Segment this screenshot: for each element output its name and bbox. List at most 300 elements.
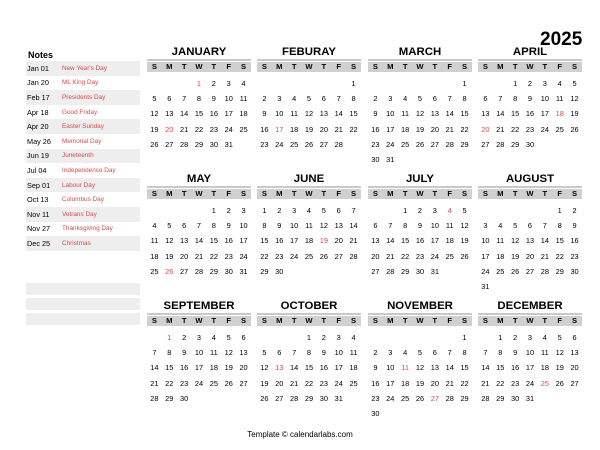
day-number: 7 <box>542 221 547 231</box>
day-grid <box>368 76 472 167</box>
day-number: 16 <box>371 124 380 134</box>
day-number: 27 <box>430 139 439 149</box>
day-number: 22 <box>460 124 469 134</box>
holiday-day: 11 <box>401 363 409 373</box>
day-number: 18 <box>401 124 410 134</box>
day-number: 24 <box>481 266 490 276</box>
weekday-label: M <box>387 62 394 71</box>
day-number: 31 <box>525 393 535 403</box>
empty-day <box>272 76 287 91</box>
empty-day <box>147 76 162 91</box>
day-number: 10 <box>334 348 343 358</box>
day-number: 1 <box>462 333 467 342</box>
empty-day <box>177 203 192 218</box>
day-number: 5 <box>306 94 312 104</box>
weekday-label: S <box>372 316 378 325</box>
empty-day <box>398 76 413 91</box>
weekday-label: T <box>432 316 438 325</box>
day-number: 12 <box>304 109 314 119</box>
day-number: 20 <box>525 251 535 261</box>
holiday-name: Easter Sunday <box>62 123 104 131</box>
day-number: 21 <box>194 251 204 261</box>
empty-day <box>147 330 162 345</box>
day-number: 1 <box>262 206 267 215</box>
day-number: 17 <box>239 236 248 246</box>
day-number: 27 <box>180 266 189 276</box>
day-number: 3 <box>527 333 533 342</box>
day-number: 3 <box>542 79 547 88</box>
day-number: 25 <box>239 124 248 134</box>
day-number: 5 <box>167 221 172 231</box>
day-number: 24 <box>540 124 549 134</box>
day-number: 1 <box>403 206 408 215</box>
empty-day <box>368 203 383 218</box>
day-number: 16 <box>525 109 535 119</box>
weekday-label: S <box>151 62 157 71</box>
weekday-label: W <box>526 316 534 325</box>
holiday-note <box>26 207 140 222</box>
day-number: 11 <box>305 221 313 231</box>
day-number: 10 <box>290 221 299 231</box>
empty-day <box>257 76 272 91</box>
day-grid <box>257 76 361 152</box>
day-number: 22 <box>555 251 564 261</box>
weekday-label: T <box>432 189 438 198</box>
weekday-label: S <box>462 316 468 325</box>
weekday-label: M <box>387 316 394 325</box>
day-number: 18 <box>209 363 218 373</box>
day-number: 20 <box>430 378 439 388</box>
day-number: 21 <box>290 378 299 388</box>
day-number: 9 <box>226 221 231 231</box>
day-grid <box>147 330 251 406</box>
holiday-day: 26 <box>165 266 174 276</box>
day-number: 30 <box>224 266 233 276</box>
day-number: 8 <box>167 348 172 358</box>
day-number: 20 <box>371 251 380 261</box>
day-number: 4 <box>306 206 312 215</box>
weekday-label: S <box>241 62 247 71</box>
day-number: 14 <box>386 236 395 246</box>
weekday-label: M <box>497 62 504 71</box>
day-number: 29 <box>511 139 520 149</box>
day-number: 27 <box>239 378 248 388</box>
holiday-name: ML King Day <box>62 79 99 87</box>
day-number: 6 <box>483 94 488 104</box>
holiday-note <box>26 134 140 149</box>
day-number: 4 <box>292 94 297 104</box>
weekday-label: S <box>462 62 468 71</box>
day-number: 22 <box>460 378 469 388</box>
weekday-label: S <box>261 189 267 198</box>
day-number: 3 <box>241 206 246 215</box>
empty-day <box>478 330 493 345</box>
holiday-note <box>26 163 140 178</box>
day-number: 18 <box>445 236 454 246</box>
empty-day <box>537 203 552 218</box>
day-number: 26 <box>570 124 579 134</box>
day-number: 6 <box>336 206 341 215</box>
day-number: 11 <box>401 109 409 119</box>
day-number: 3 <box>336 333 341 342</box>
day-number: 28 <box>180 139 189 149</box>
holiday-date: May 26 <box>27 136 51 146</box>
weekday-label: W <box>305 189 313 198</box>
day-number: 24 <box>430 251 439 261</box>
day-number: 4 <box>211 333 216 342</box>
day-number: 2 <box>513 333 518 342</box>
day-number: 9 <box>373 363 378 373</box>
day-number: 23 <box>260 139 269 149</box>
day-number: 7 <box>388 221 393 231</box>
day-number: 14 <box>445 363 454 373</box>
day-number: 6 <box>373 221 378 231</box>
day-number: 26 <box>555 378 564 388</box>
day-number: 15 <box>496 363 505 373</box>
day-number: 2 <box>211 79 216 88</box>
day-number: 15 <box>511 109 520 119</box>
notes-panel <box>26 61 140 325</box>
weekday-label: T <box>291 189 297 198</box>
day-number: 30 <box>209 139 218 149</box>
day-number: 22 <box>194 124 204 134</box>
empty-day <box>368 76 383 91</box>
day-number: 30 <box>319 393 328 403</box>
day-number: 17 <box>386 378 395 388</box>
empty-day <box>413 330 428 345</box>
day-number: 24 <box>290 251 299 261</box>
weekday-label: S <box>241 189 247 198</box>
day-number: 25 <box>445 251 454 261</box>
day-number: 24 <box>194 378 204 388</box>
day-number: 6 <box>167 94 172 104</box>
day-number: 2 <box>373 94 378 104</box>
weekday-label: S <box>482 62 488 71</box>
day-number: 26 <box>415 393 425 403</box>
day-number: 10 <box>386 363 395 373</box>
weekday-label: M <box>276 189 283 198</box>
month-name: SEPTEMBER <box>163 300 235 312</box>
day-number: 14 <box>445 109 454 119</box>
day-number: 19 <box>415 378 425 388</box>
day-number: 1 <box>351 79 356 88</box>
weekday-label: M <box>166 62 173 71</box>
day-number: 29 <box>304 393 314 403</box>
month-name: FEBURAY <box>281 46 336 58</box>
day-number: 12 <box>150 109 159 119</box>
holiday-note <box>26 192 140 207</box>
weekday-label: S <box>261 316 267 325</box>
holiday-note <box>26 222 140 237</box>
day-number: 13 <box>334 221 343 231</box>
day-number: 28 <box>481 393 490 403</box>
holiday-day: 19 <box>319 236 328 246</box>
empty-day <box>478 203 493 218</box>
weekday-header <box>257 316 361 326</box>
holiday-name: New Year's Day <box>62 64 107 72</box>
day-number: 10 <box>540 94 549 104</box>
day-number: 9 <box>572 221 577 231</box>
weekday-label: W <box>305 62 313 71</box>
day-number: 28 <box>334 139 343 149</box>
day-number: 26 <box>415 139 425 149</box>
holiday-date: Apr 18 <box>27 107 49 117</box>
day-number: 27 <box>275 393 284 403</box>
weekday-label: T <box>512 189 518 198</box>
day-number: 10 <box>194 348 204 358</box>
weekday-header <box>368 62 472 72</box>
weekday-label: T <box>542 316 548 325</box>
day-number: 16 <box>415 236 425 246</box>
day-number: 23 <box>209 124 218 134</box>
day-number: 12 <box>260 363 269 373</box>
weekday-label: T <box>291 316 297 325</box>
empty-day <box>302 76 317 91</box>
day-number: 3 <box>277 94 282 104</box>
day-number: 8 <box>498 348 503 358</box>
day-number: 11 <box>290 109 298 119</box>
month-divider <box>368 59 472 61</box>
day-number: 19 <box>570 109 579 119</box>
weekday-label: M <box>387 189 394 198</box>
weekday-label: T <box>542 62 548 71</box>
weekday-label: T <box>211 62 217 71</box>
day-number: 19 <box>460 236 469 246</box>
day-number: 7 <box>447 348 452 358</box>
weekday-header <box>147 62 251 72</box>
weekday-header <box>368 316 472 326</box>
day-number: 19 <box>165 251 174 261</box>
day-number: 4 <box>542 333 547 342</box>
day-number: 13 <box>239 348 248 358</box>
day-number: 29 <box>165 393 174 403</box>
day-number: 3 <box>226 79 231 88</box>
day-number: 4 <box>557 79 562 88</box>
weekday-label: F <box>336 316 342 325</box>
empty-day <box>192 203 207 218</box>
day-number: 15 <box>460 363 469 373</box>
day-number: 15 <box>194 109 204 119</box>
empty-day <box>287 76 302 91</box>
holiday-day: 1 <box>196 79 202 88</box>
day-number: 30 <box>415 266 425 276</box>
day-number: 4 <box>152 221 157 231</box>
day-number: 14 <box>540 236 549 246</box>
weekday-label: T <box>291 62 297 71</box>
day-number: 9 <box>277 221 282 231</box>
day-number: 5 <box>417 94 423 104</box>
day-number: 14 <box>349 221 358 231</box>
empty-day <box>413 76 428 91</box>
day-number: 31 <box>224 139 233 149</box>
day-number: 23 <box>371 393 380 403</box>
day-number: 25 <box>401 139 410 149</box>
day-number: 10 <box>224 94 233 104</box>
day-number: 21 <box>445 124 454 134</box>
day-number: 29 <box>194 139 204 149</box>
day-number: 18 <box>401 378 410 388</box>
day-number: 5 <box>262 348 267 358</box>
day-number: 25 <box>496 266 505 276</box>
day-number: 22 <box>165 378 174 388</box>
day-number: 14 <box>334 109 343 119</box>
day-number: 21 <box>386 251 395 261</box>
weekday-label: T <box>512 316 518 325</box>
holiday-day: 27 <box>430 393 439 403</box>
day-number: 20 <box>180 251 189 261</box>
weekday-label: T <box>542 189 548 198</box>
day-number: 25 <box>304 251 314 261</box>
day-number: 29 <box>496 393 505 403</box>
empty-day <box>427 330 442 345</box>
day-number: 17 <box>290 236 299 246</box>
day-number: 1 <box>557 206 562 215</box>
day-number: 8 <box>462 348 467 358</box>
month-divider <box>147 59 251 61</box>
day-number: 10 <box>525 348 535 358</box>
day-number: 24 <box>334 378 343 388</box>
day-number: 29 <box>460 139 469 149</box>
day-number: 19 <box>555 363 564 373</box>
day-number: 30 <box>371 408 380 418</box>
day-number: 22 <box>349 124 358 134</box>
month-divider <box>147 186 251 188</box>
day-number: 31 <box>334 393 343 403</box>
day-number: 12 <box>570 94 579 104</box>
weekday-label: W <box>195 316 203 325</box>
day-number: 7 <box>447 94 452 104</box>
weekday-header <box>147 189 251 199</box>
day-number: 8 <box>262 221 267 231</box>
empty-day <box>493 203 508 218</box>
month-divider <box>368 186 472 188</box>
day-number: 11 <box>210 348 218 358</box>
day-number: 19 <box>511 251 520 261</box>
weekday-label: W <box>416 316 424 325</box>
empty-day <box>162 203 177 218</box>
holiday-date: Jan 20 <box>27 78 49 88</box>
day-number: 5 <box>417 348 423 358</box>
day-number: 5 <box>152 94 157 104</box>
holiday-date: Dec 25 <box>27 238 51 248</box>
weekday-label: T <box>211 316 217 325</box>
day-grid <box>478 76 582 152</box>
day-number: 3 <box>483 221 488 231</box>
day-number: 1 <box>306 333 312 342</box>
day-number: 9 <box>527 94 533 104</box>
day-number: 6 <box>572 333 577 342</box>
holiday-name: Memorial Day <box>62 137 102 145</box>
day-number: 27 <box>371 266 380 276</box>
day-number: 15 <box>209 236 218 246</box>
day-number: 12 <box>415 109 425 119</box>
day-number: 23 <box>275 251 284 261</box>
weekday-label: S <box>572 316 578 325</box>
day-number: 23 <box>511 378 520 388</box>
day-grid <box>478 203 582 294</box>
day-number: 30 <box>371 154 380 164</box>
empty-day <box>383 76 398 91</box>
day-number: 23 <box>525 124 535 134</box>
day-number: 15 <box>260 236 269 246</box>
day-number: 15 <box>555 236 564 246</box>
day-number: 20 <box>319 124 328 134</box>
empty-day <box>257 330 272 345</box>
day-number: 28 <box>496 139 505 149</box>
day-number: 5 <box>572 79 577 88</box>
day-number: 27 <box>334 251 343 261</box>
day-number: 13 <box>430 109 439 119</box>
holiday-date: Nov 27 <box>27 224 51 234</box>
weekday-label: T <box>402 189 408 198</box>
holiday-date: Sep 01 <box>27 180 51 190</box>
day-number: 25 <box>555 124 564 134</box>
month-name: MARCH <box>398 46 442 58</box>
day-number: 16 <box>224 236 233 246</box>
holiday-note <box>26 105 140 120</box>
day-number: 12 <box>555 348 564 358</box>
day-number: 29 <box>401 266 410 276</box>
weekday-label: S <box>151 316 157 325</box>
day-number: 17 <box>194 363 204 373</box>
day-number: 6 <box>241 333 246 342</box>
day-number: 29 <box>260 266 269 276</box>
day-number: 11 <box>445 221 454 231</box>
day-number: 27 <box>570 378 579 388</box>
weekday-label: S <box>351 62 357 71</box>
day-number: 5 <box>462 206 467 215</box>
weekday-label: W <box>195 189 203 198</box>
empty-day <box>383 330 398 345</box>
day-number: 6 <box>182 221 187 231</box>
month-divider <box>257 59 361 61</box>
day-number: 19 <box>150 124 159 134</box>
day-number: 3 <box>388 348 393 358</box>
day-number: 28 <box>540 266 549 276</box>
weekday-label: W <box>526 189 534 198</box>
weekday-label: F <box>226 189 232 198</box>
day-number: 21 <box>349 236 358 246</box>
day-number: 30 <box>275 266 284 276</box>
month-divider <box>478 313 582 315</box>
day-number: 24 <box>224 124 233 134</box>
day-number: 12 <box>415 363 425 373</box>
day-number: 3 <box>388 94 393 104</box>
weekday-label: F <box>226 316 232 325</box>
day-number: 6 <box>321 94 326 104</box>
day-number: 24 <box>525 378 535 388</box>
month-name: OCTOBER <box>280 300 338 312</box>
day-number: 22 <box>304 378 314 388</box>
weekday-label: S <box>372 189 378 198</box>
day-number: 11 <box>541 348 549 358</box>
year-title: 2025 <box>540 29 583 50</box>
day-number: 9 <box>182 348 187 358</box>
day-number: 8 <box>196 94 202 104</box>
weekday-label: F <box>336 62 342 71</box>
day-number: 1 <box>462 79 467 88</box>
weekday-header <box>478 62 582 72</box>
day-number: 31 <box>430 266 439 276</box>
weekday-header <box>147 316 251 326</box>
holiday-name: Juneteenth <box>62 152 94 160</box>
holiday-day: 18 <box>555 109 564 119</box>
empty-day <box>493 76 508 91</box>
day-number: 16 <box>511 363 520 373</box>
holiday-day: 17 <box>275 124 284 134</box>
day-number: 9 <box>417 221 423 231</box>
weekday-label: M <box>166 316 173 325</box>
